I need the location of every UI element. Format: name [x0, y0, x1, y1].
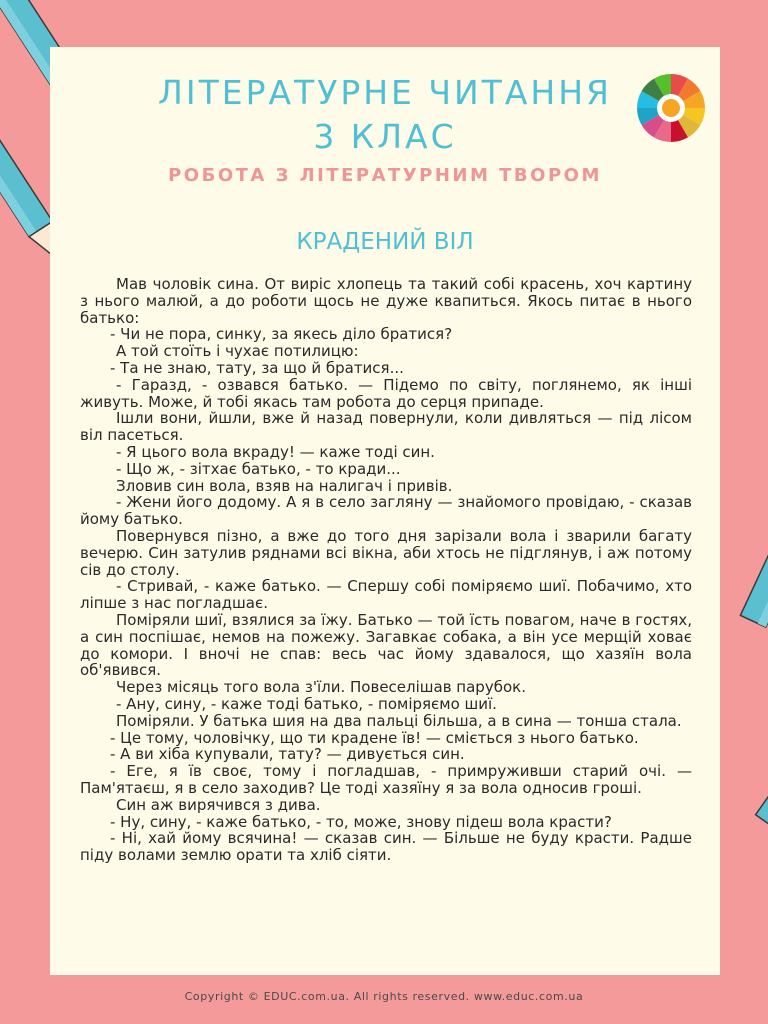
worksheet-card	[50, 47, 720, 975]
pencil-icon	[756, 608, 768, 830]
story-paragraph: Мав чоловік сина. От виріс хлопець та такий собі красень, хоч картину з нього малюй, а до роботи щось не дуже квапиться. Якось питає в нього батько:	[80, 275, 692, 327]
page-subtitle: РОБОТА З ЛІТЕРАТУРНИМ ТВОРОМ	[168, 165, 602, 186]
pencil-icon	[740, 342, 768, 628]
story-text	[80, 276, 692, 864]
story-paragraph: - А ви хіба купували, тату? — дивується син.	[110, 745, 465, 764]
story-paragraph: - Ану, сину, - каже тоді батько, - поміряємо шиї.	[116, 694, 497, 713]
story-paragraph: Повернувся пізно, а вже до того дня зарізали вола і зварили багату вечерю. Син затулив ряднами всі вікна, аби хтось не підглянув, і аж потому сів до столу.	[80, 526, 692, 579]
story-paragraph: А той стоїть і чухає потилицю:	[116, 342, 359, 361]
story-paragraph: - Гаразд, - озвався батько. — Підемо по світу, поглянемо, як інші живуть. Може, й тобі якась там робота до серця припаде.	[80, 375, 692, 411]
grade-title: 3 КЛАС	[313, 117, 457, 156]
story-paragraph: - Та не знаю, тату, за що й братися...	[110, 358, 404, 377]
story-paragraph: - Чи не пора, синку, за якесь діло братися?	[110, 325, 453, 344]
story-paragraph: - Стривай, - каже батько. — Спершу собі поміряємо шиї. Побачимо, хто ліпше з нас погладшає.	[80, 577, 692, 613]
story-title: КРАДЕНИЙ ВІЛ	[296, 229, 474, 255]
copyright-footer: Copyright © EDUC.com.ua. All rights reserved. www.educ.com.ua	[184, 990, 584, 1003]
page-title: ЛІТЕРАТУРНЕ ЧИТАННЯ	[158, 73, 612, 112]
story-paragraph: - Еге, я їв своє, тому і погладшав, - примруживши старий очі. — Пам'ятаєш, я в село заходив? Це тоді хазяїну я за вола односив гроші.	[80, 762, 692, 797]
story-paragraph: Через місяць того вола з'їли. Повеселішав парубок.	[116, 678, 526, 697]
story-paragraph: - Жени його додому. А я в село загляну — знайомого провідаю, - сказав йому батько.	[80, 493, 692, 529]
color-wheel-logo-icon	[635, 72, 707, 144]
story-paragraph: - Ну, сину, - каже батько, - то, може, знову підеш вола красти?	[110, 812, 612, 831]
story-paragraph: - Ні, хай йому всячина! — сказав син. — Більше не буду красти. Радше піду волами землю орати та хліб сіяти.	[80, 829, 692, 865]
story-paragraph: Поміряли шиї, взялися за їжу. Батько — той їсть повагом, наче в гостях, а син поспішає, немов на пожежу. Загавкає собака, а він усе мерщій ховає до комори. І вночі не спав: весь час йому здавалося, що хазяїн вола об'явився.	[80, 610, 692, 680]
story-paragraph: Ішли вони, йшли, вже й назад повернули, коли дивляться — під лісом віл пасеться.	[80, 409, 692, 445]
story-paragraph: Зловив син вола, взяв на налигач і привів.	[116, 476, 453, 495]
story-paragraph: - Що ж, - зітхає батько, - то кради...	[116, 459, 401, 478]
story-paragraph: - Це тому, чоловічку, що ти крадене їв! — сміється з нього батько.	[110, 728, 639, 747]
story-paragraph: - Я цього вола вкраду! — каже тоді син.	[116, 442, 435, 461]
story-paragraph: Син аж вирячився з дива.	[116, 795, 321, 814]
story-paragraph: Поміряли. У батька шия на два пальці більша, а в сина — тонша стала.	[116, 711, 682, 730]
